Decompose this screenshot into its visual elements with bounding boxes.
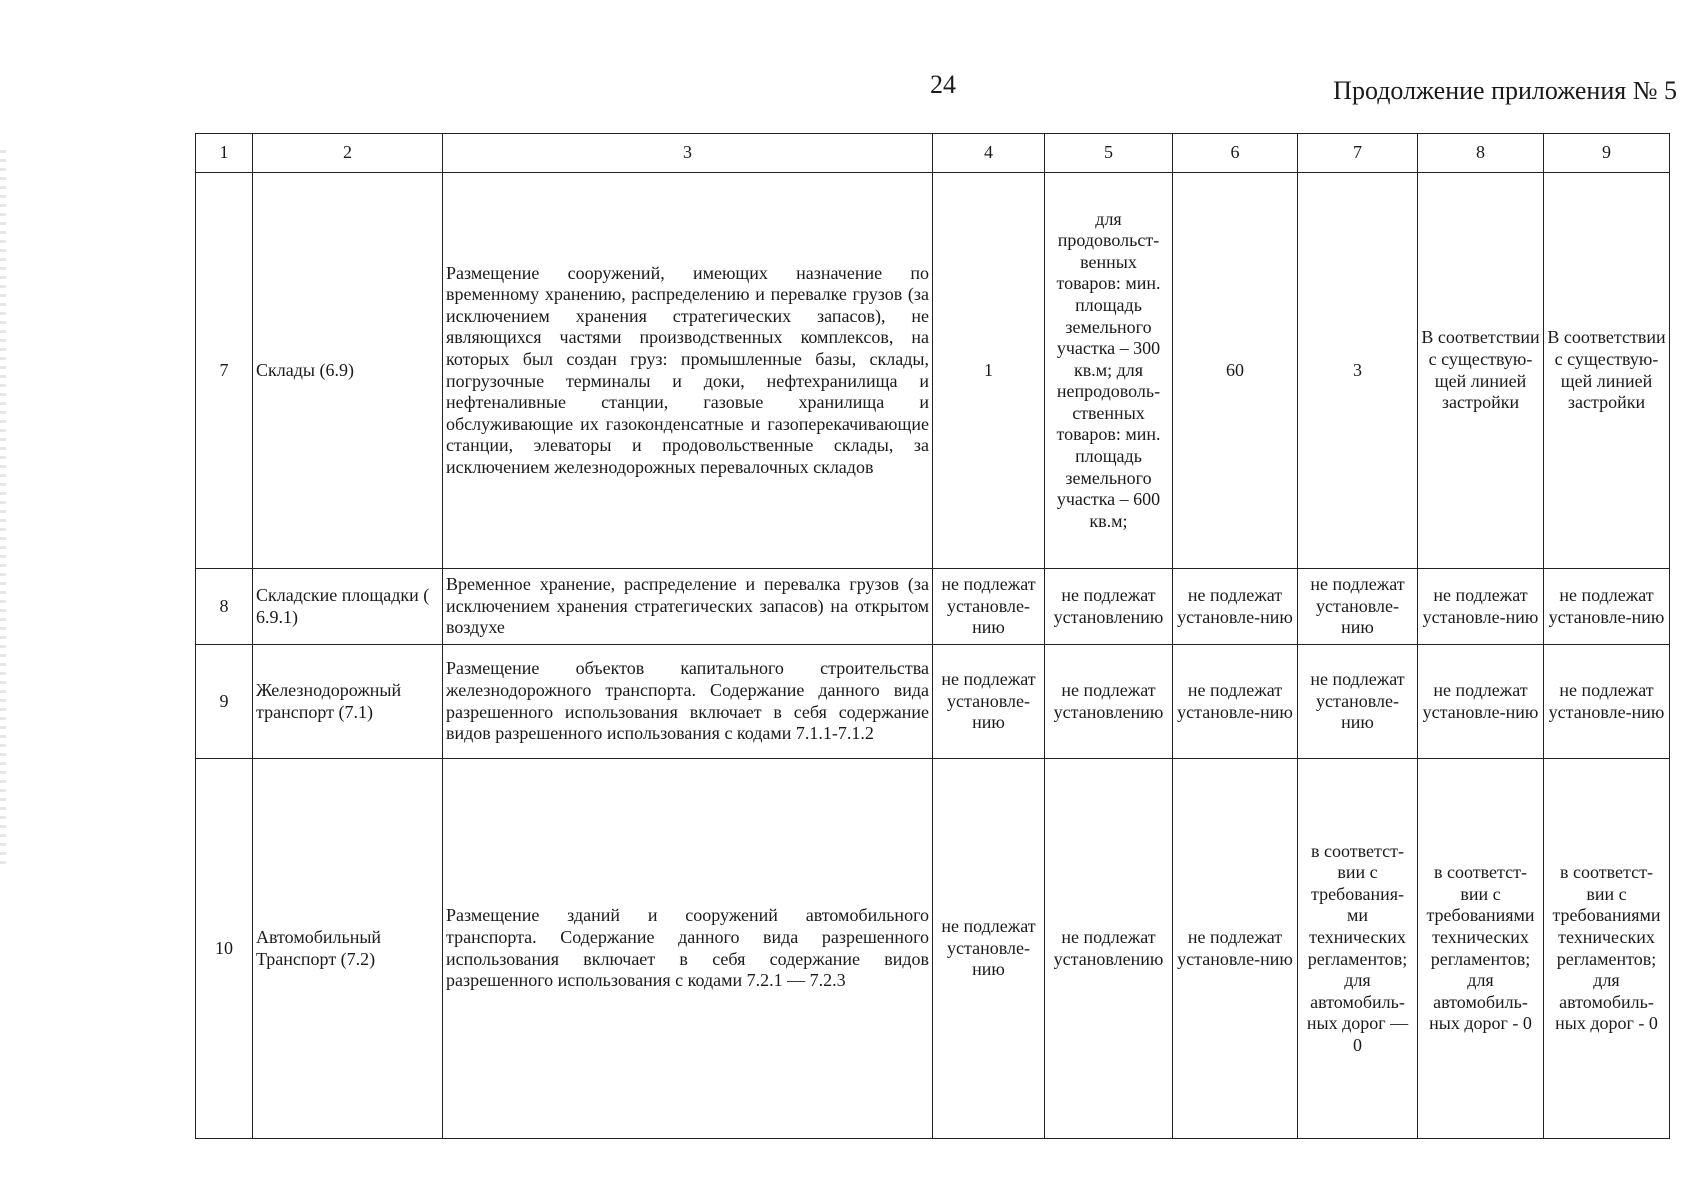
cell-col4: не подлежат установле-нию [933,759,1045,1139]
table-row [196,569,1670,645]
cell-col6: не подлежат установле-нию [1173,569,1298,645]
column-header: 2 [253,134,443,173]
cell-col5: не подлежат установлению [1045,569,1173,645]
cell-col5: не подлежат установлению [1045,759,1173,1139]
cell-col7: 3 [1298,173,1418,569]
column-header: 5 [1045,134,1173,173]
table-row [196,173,1670,569]
column-header: 6 [1173,134,1298,173]
cell-col5: для продовольст-венных товаров: мин. площадь земельного участка – 300 кв.м; для непродоволь-ственных товаров: мин. площадь земельного участка – 600 кв.м; [1045,173,1173,569]
land-use-description: Временное хранение, распределение и перевалка грузов (за исключением хранения стратегических запасов) на открытом воздухе [443,569,933,645]
cell-col9: В соответствии с существую-щей линией застройки [1544,173,1670,569]
cell-col8: не подлежат установле-нию [1418,569,1544,645]
continuation-title: Продолжение приложения № 5 [1333,76,1677,105]
column-header: 4 [933,134,1045,173]
land-use-description: Размещение объектов капитального строительства железнодорожного транспорта. Содержание данного вида разрешенного использования включает в себя содержание видов разрешенного использования с кодами 7.1.1-7.1.2 [443,645,933,759]
land-use-name: Автомобильный Транспорт (7.2) [253,759,443,1139]
cell-col9: не подлежат установле-нию [1544,569,1670,645]
land-use-name: Железнодорожный транспорт (7.1) [253,645,443,759]
cell-col8: в соответст-вии с требованиями технических регламентов; для автомобиль-ных дорог - 0 [1418,759,1544,1139]
cell-col7: в соответст-вии с требования-ми технических регламентов; для автомобиль-ных дорог — 0 [1298,759,1418,1139]
cell-col6: 60 [1173,173,1298,569]
column-header: 1 [196,134,253,173]
cell-col5: не подлежат установлению [1045,645,1173,759]
cell-col4: не подлежат установле-нию [933,645,1045,759]
column-header: 8 [1418,134,1544,173]
row-number: 8 [196,569,253,645]
cell-col8: В соответствии с существую-щей линией застройки [1418,173,1544,569]
cell-col6: не подлежат установле-нию [1173,759,1298,1139]
table-row [196,645,1670,759]
row-number: 7 [196,173,253,569]
row-number: 9 [196,645,253,759]
cell-col9: не подлежат установле-нию [1544,645,1670,759]
cell-col7: не подлежат установле-нию [1298,569,1418,645]
land-use-description: Размещение сооружений, имеющих назначение по временному хранению, распределению и перевалке грузов (за исключением хранения стратегических запасов), не являющихся частями производственных комплексов, на которых был создан груз: промышленные базы, склады, погрузочные терминалы и доки, нефтехранилища и нефтеналивные станции, газовые хранилища и обслуживающие их газоконденсатные и газоперекачивающие станции, элеваторы и продовольственные склады, за исключением железнодорожных перевалочных складов [443,173,933,569]
land-use-name: Складские площадки ( 6.9.1) [253,569,443,645]
cell-col8: не подлежат установле-нию [1418,645,1544,759]
zoning-table [195,133,1670,1139]
cell-col9: в соответст-вии с требованиями технических регламентов; для автомобиль-ных дорог - 0 [1544,759,1670,1139]
land-use-description: Размещение зданий и сооружений автомобильного транспорта. Содержание данного вида разрешенного использования включает в себя содержание видов разрешенного использования с кодами 7.2.1 — 7.2.3 [443,759,933,1139]
table-row [196,759,1670,1139]
page-number: 24 [930,70,956,99]
column-header: 3 [443,134,933,173]
row-number: 10 [196,759,253,1139]
table-header-row [196,134,1670,173]
cell-col4: не подлежат установле-нию [933,569,1045,645]
cell-col7: не подлежат установле-нию [1298,645,1418,759]
cell-col4: 1 [933,173,1045,569]
scan-edge-artifact [0,150,6,870]
column-header: 9 [1544,134,1670,173]
land-use-name: Склады (6.9) [253,173,443,569]
column-header: 7 [1298,134,1418,173]
cell-col6: не подлежат установле-нию [1173,645,1298,759]
